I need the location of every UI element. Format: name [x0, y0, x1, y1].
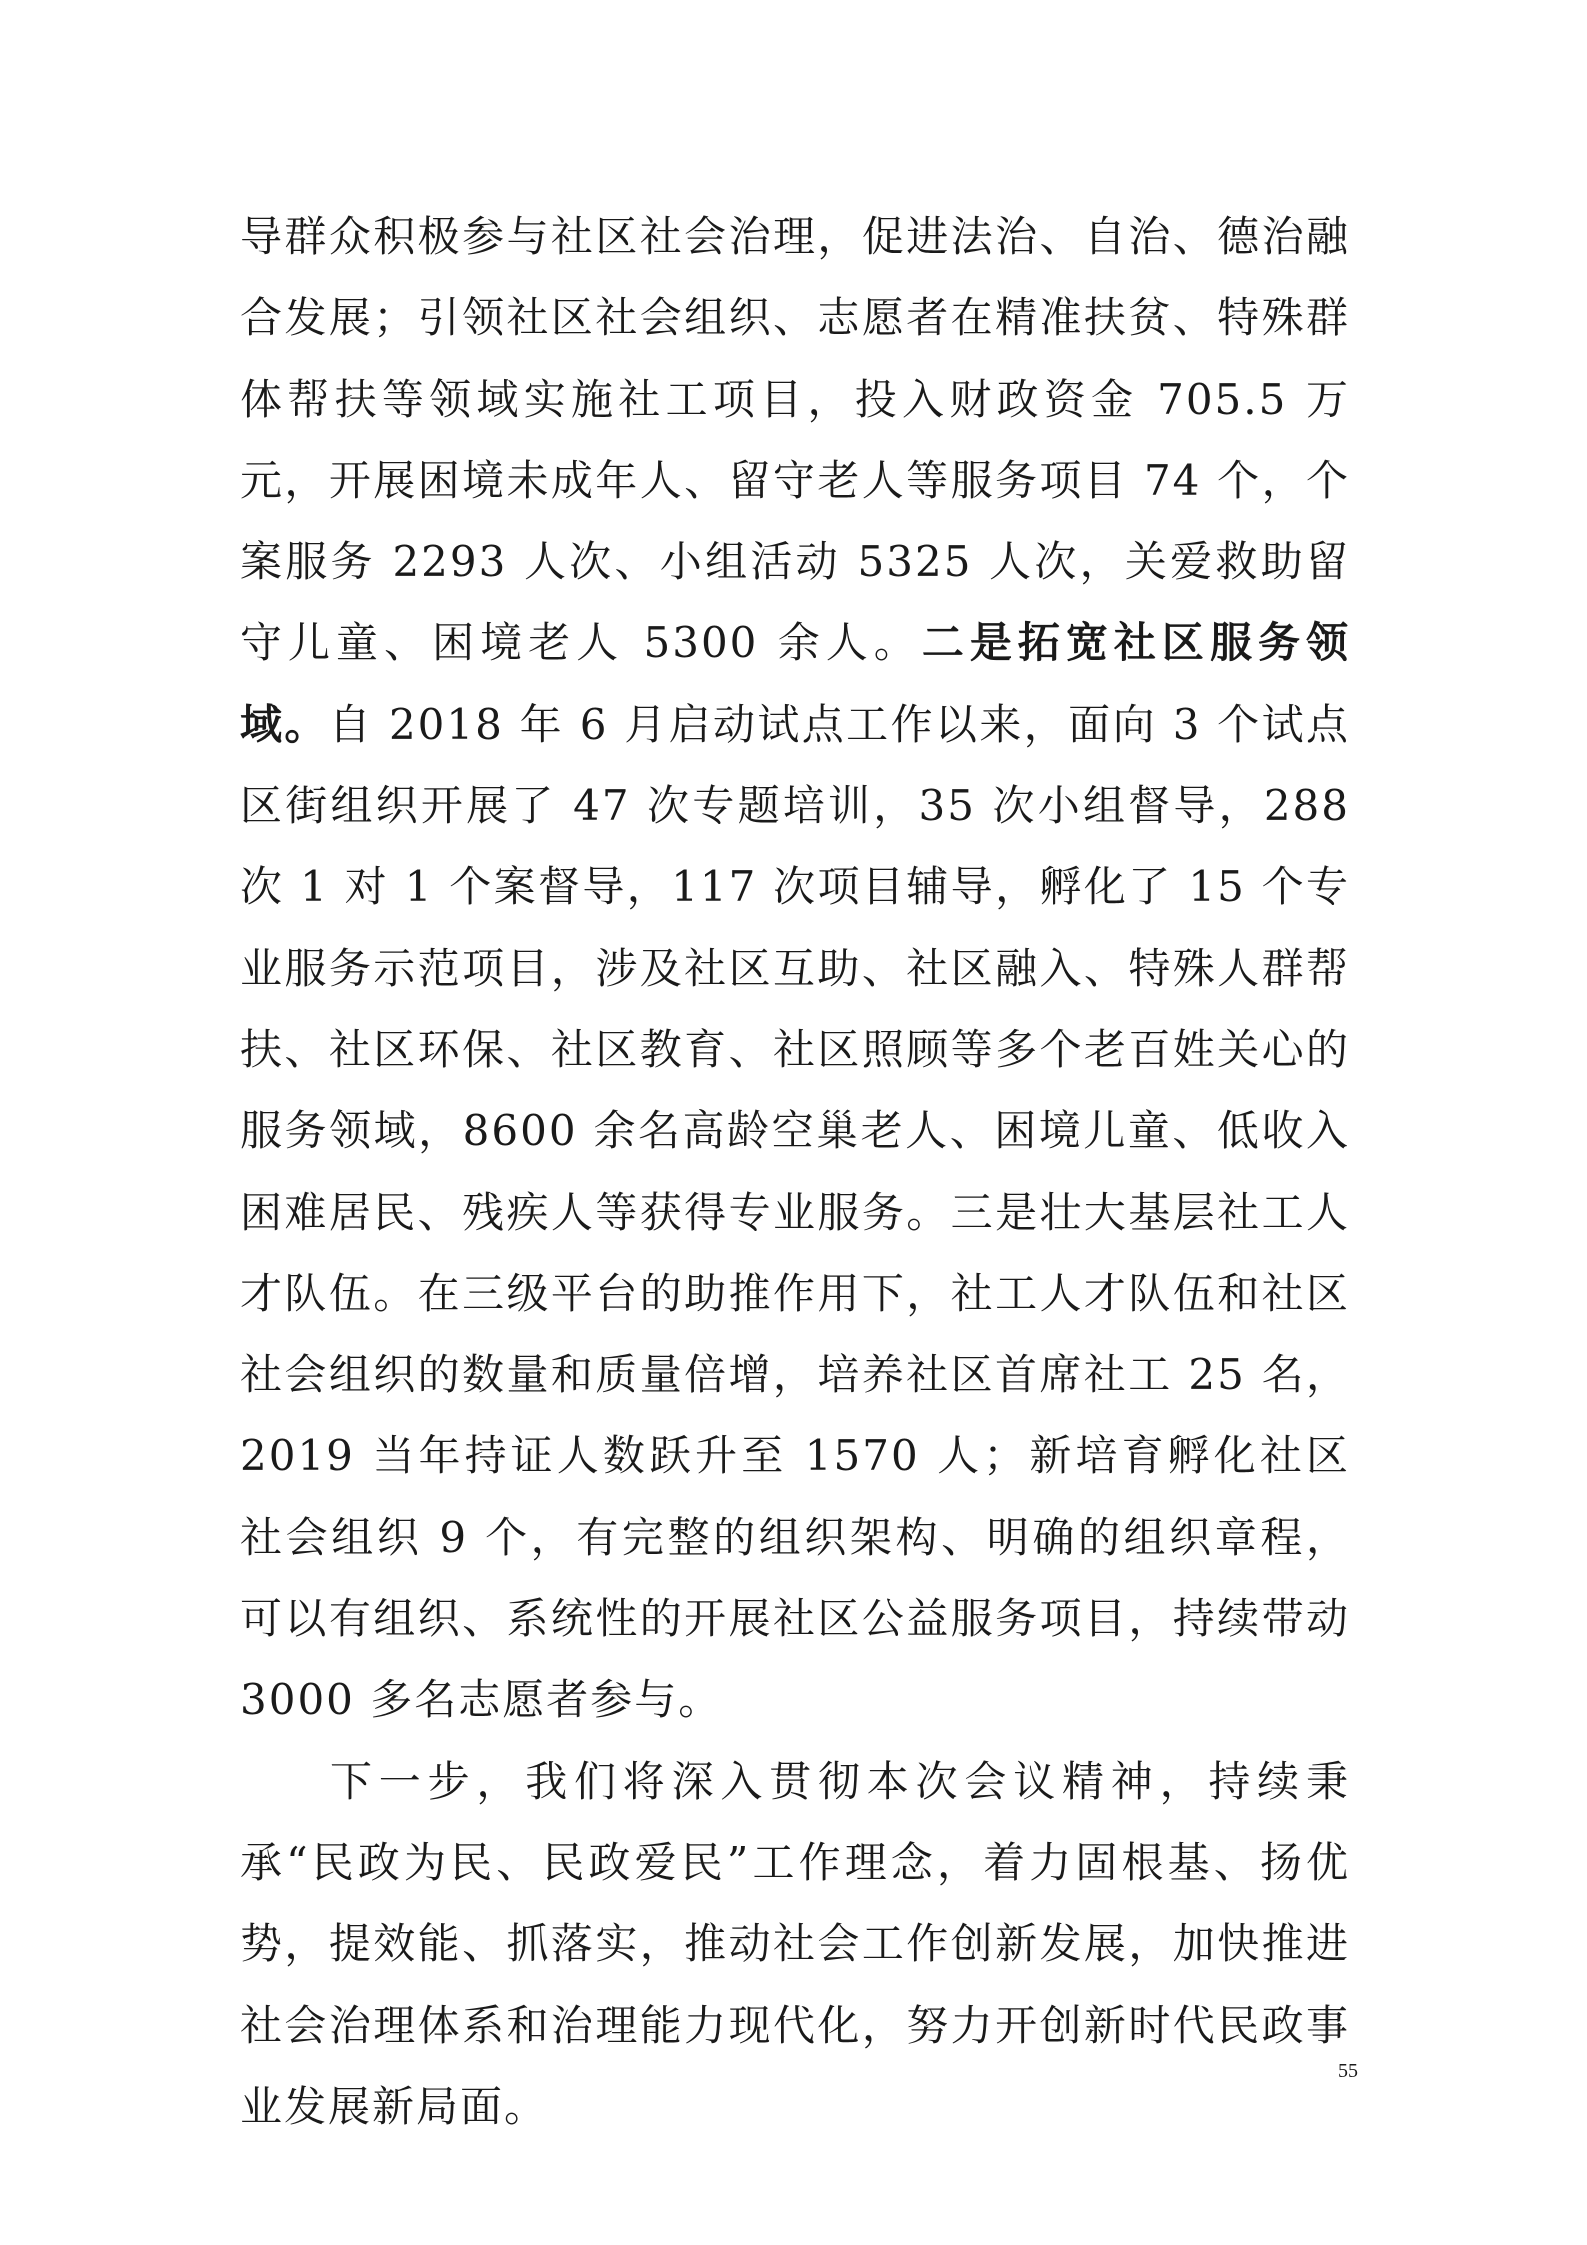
paragraph-1 [240, 196, 1350, 1741]
body-text [240, 196, 1350, 2147]
paragraph-1-text-a: 导群众积极参与社区社会治理，促进法治、自治、德治融合发展；引领社区社会组织、志愿者在精准扶贫、特殊群体帮扶等领域实施社工项目，投入财政资金 705.5 万元，开展困境未成年人、留守老人等服务项目 74 个，个案服务 2293 人次、小组活动 5325 人次，关爱救助留守儿童、困境老人 5300 余人。 [240, 212, 1350, 668]
page-number: 55 [1338, 2060, 1358, 2082]
paragraph-1-bold-heading: 二是拓宽社区服务领域。 [240, 618, 1350, 749]
paragraph-1-text-b: 自 2018 年 6 月启动试点工作以来，面向 3 个试点区街组织开展了 47 次专题培训，35 次小组督导，288 次 1 对 1 个案督导，117 次项目辅导，孵化了 15 个专业服务示范项目，涉及社区互助、社区融入、特殊人群帮扶、社区环保、社区教育、社区照顾等多个老百姓关心的服务领域，8600 余名高龄空巢老人、困境儿童、低收入困难居民、残疾人等获得专业服务。三是壮大基层社工人才队伍。在三级平台的助推作用下，社工人才队伍和社区社会组织的数量和质量倍增，培养社区首席社工 25 名，2019 当年持证人数跃升至 1570 人；新培育孵化社区社会组织 9 个，有完整的组织架构、明确的组织章程，可以有组织、系统性的开展社区公益服务项目，持续带动 3000 多名志愿者参与。 [240, 699, 1350, 1725]
paragraph-2: 下一步，我们将深入贯彻本次会议精神，持续秉承“民政为民、民政爱民”工作理念，着力固根基、扬优势，提效能、抓落实，推动社会工作创新发展，加快推进社会治理体系和治理能力现代化，努力开创新时代民政事业发展新局面。 [240, 1756, 1350, 2131]
